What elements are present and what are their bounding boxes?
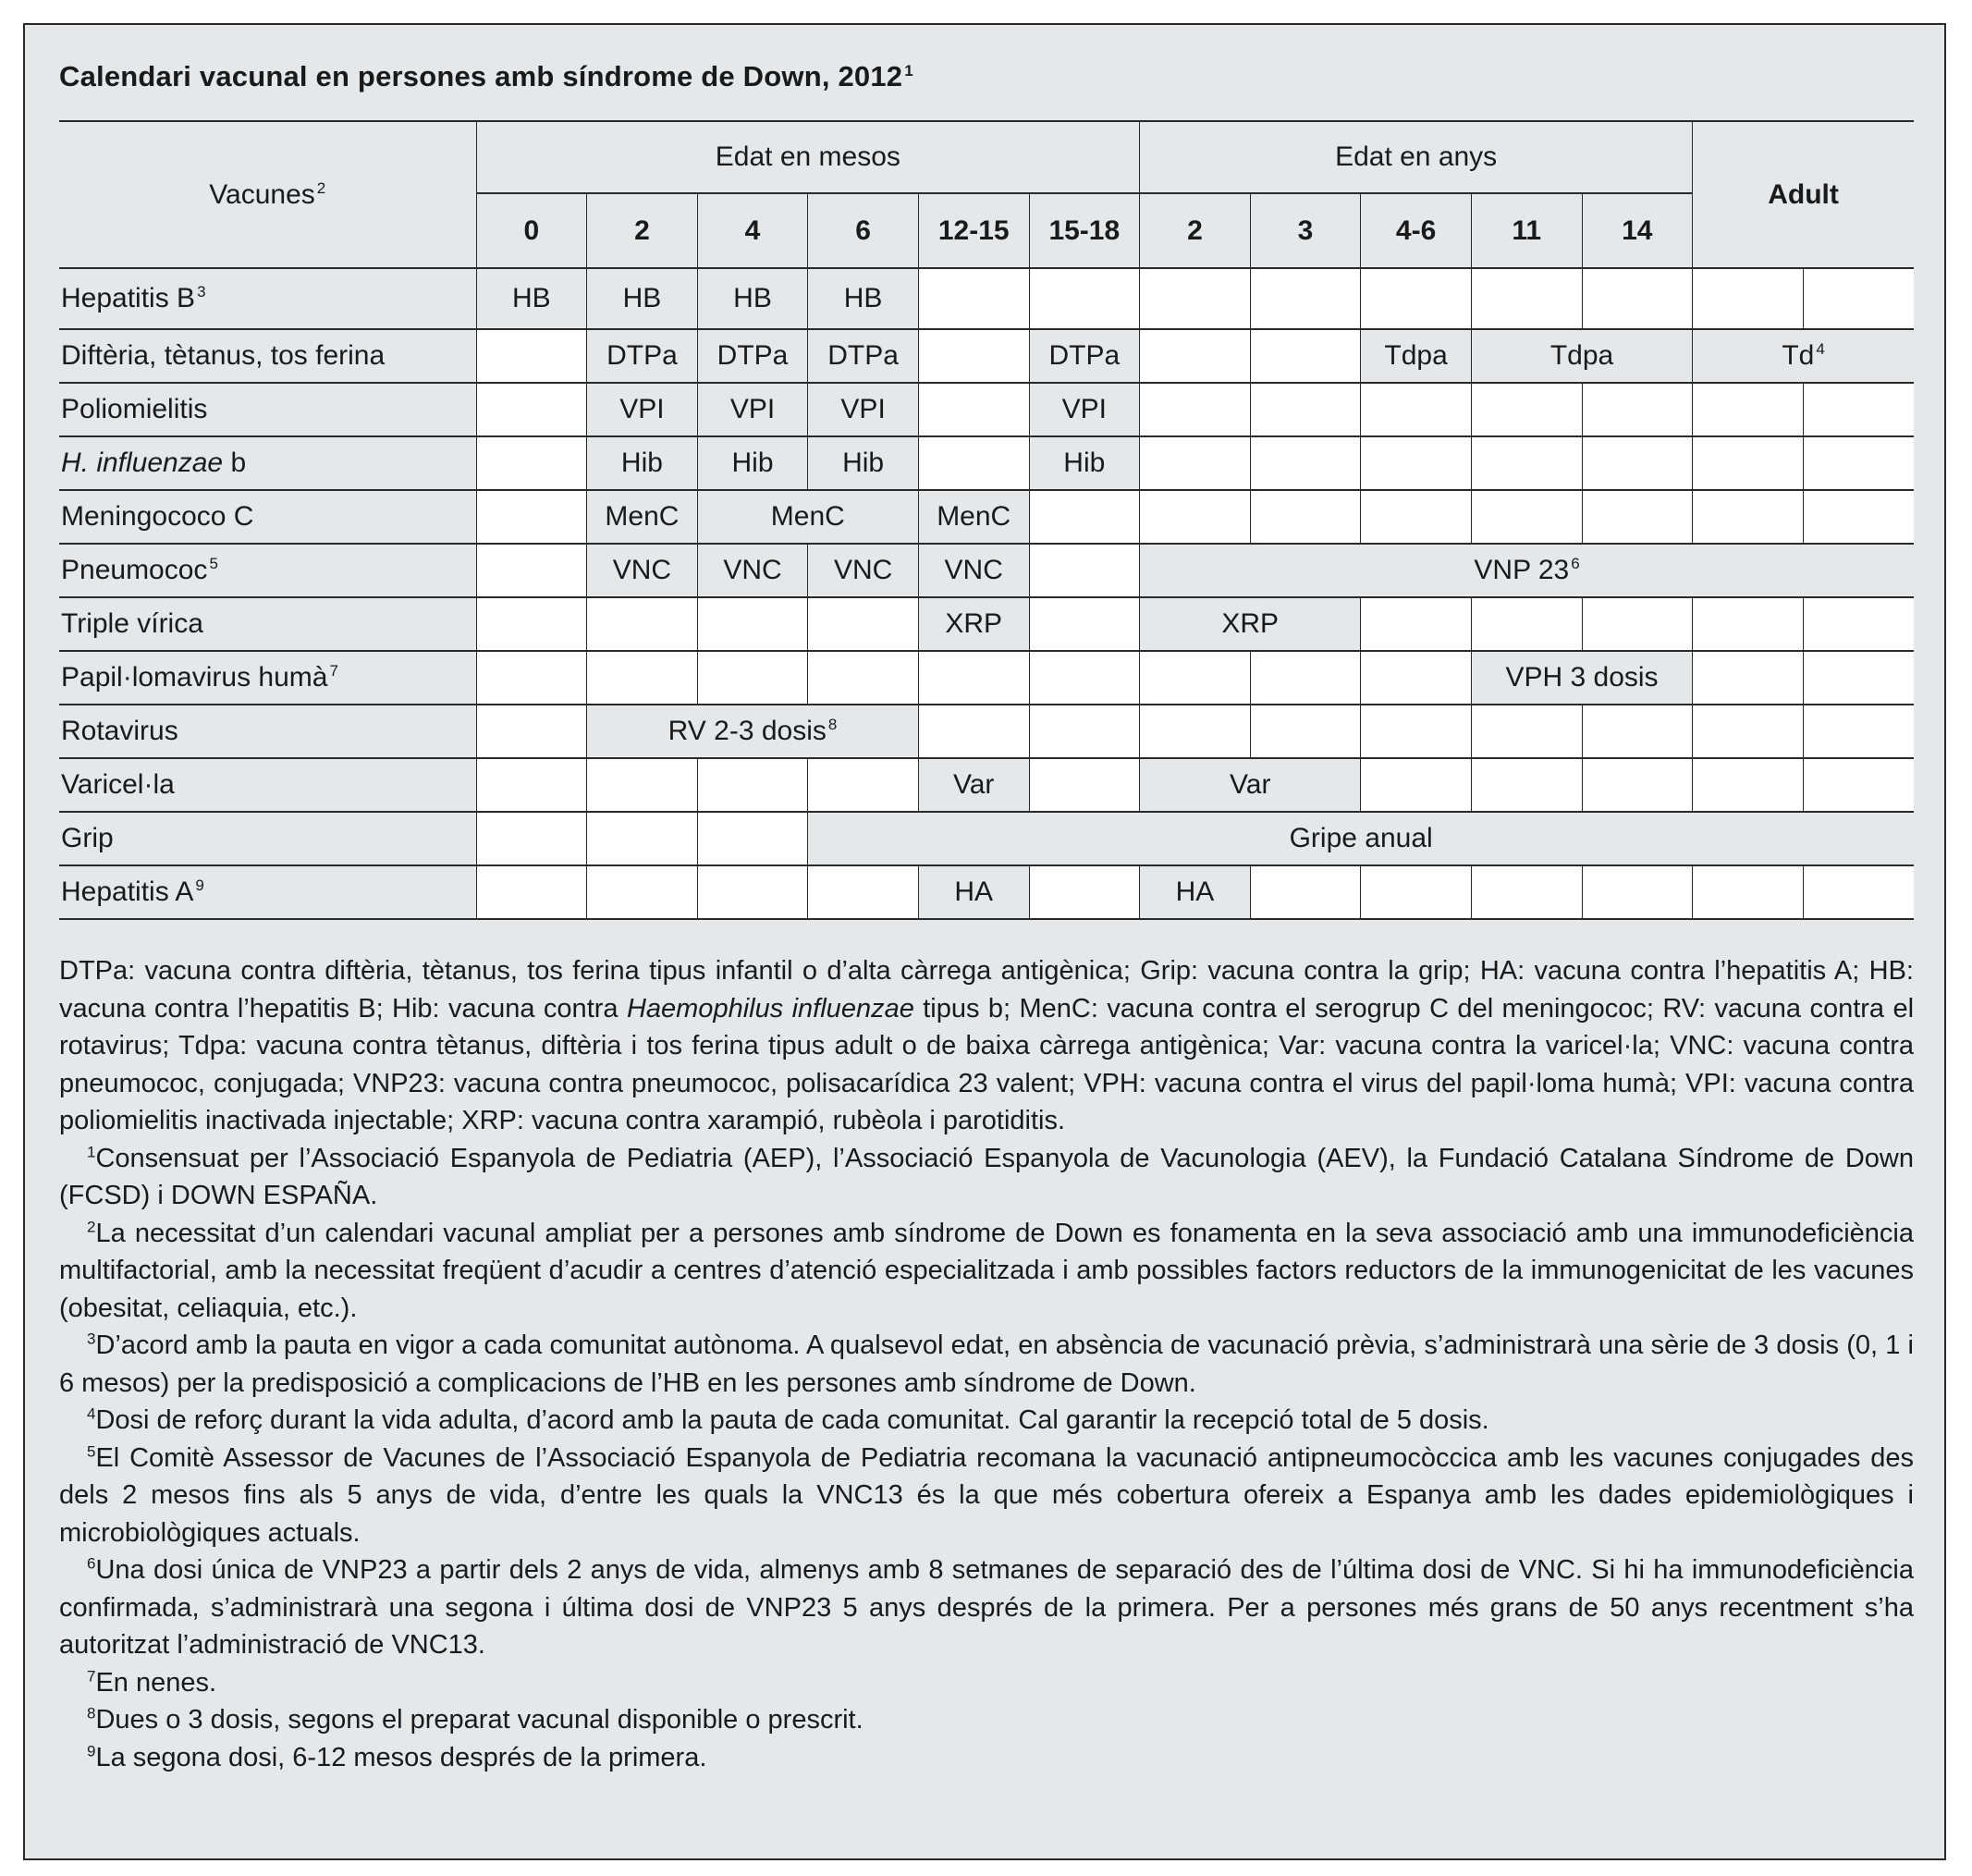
vaccines-label: Vacunes (209, 178, 315, 210)
abbreviations-italic: Haemophilus influenzae (626, 993, 914, 1024)
empty-cell (1140, 329, 1251, 383)
empty-cell (1582, 490, 1693, 544)
dose-cell (1471, 329, 1692, 383)
dose-cell (587, 436, 698, 490)
table-row (59, 651, 1914, 705)
vaccine-name (59, 597, 476, 651)
footnote-list (59, 1140, 1914, 1777)
empty-cell (587, 812, 698, 865)
footnote-number: 4 (87, 1404, 96, 1423)
empty-cell (1140, 268, 1251, 329)
dose-label: VNC (723, 555, 782, 585)
footnote-number: 5 (87, 1441, 96, 1460)
dose-label: VPI (619, 394, 665, 424)
dose-cell (697, 436, 808, 490)
vaccine-name-text: Poliomielitis (61, 394, 208, 424)
dose-cell (1140, 597, 1361, 651)
empty-cell (587, 865, 698, 919)
empty-cell (1250, 383, 1361, 436)
dose-label: HB (733, 283, 772, 313)
dose-cell (808, 544, 919, 597)
empty-cell (1250, 268, 1361, 329)
empty-cell (476, 865, 587, 919)
vaccine-name-text: Papil·lomavirus humà (61, 662, 328, 693)
empty-cell (1361, 436, 1472, 490)
dose-cell (587, 329, 698, 383)
footnote (59, 1140, 1914, 1215)
vaccine-name (59, 268, 476, 329)
empty-cell (1471, 436, 1582, 490)
dose-cell (587, 490, 698, 544)
empty-cell (1361, 597, 1472, 651)
empty-cell (1029, 490, 1140, 544)
vaccine-name-text: Pneumococ (61, 555, 208, 585)
year-col-header: 11 (1471, 193, 1582, 268)
empty-cell (1471, 597, 1582, 651)
footnote-text: La segona dosi, 6-12 mesos després de la primera. (95, 1742, 707, 1772)
empty-cell (1250, 865, 1361, 919)
dose-cell (808, 268, 919, 329)
abbreviations-text-cont: tipus b; MenC: vacuna contra el serogrup C del meningococ; RV: vacuna contra el rotavirus; Tdpa: vacuna contra tètanus, diftèria i tos ferina tipus adult o de baixa càrrega antigènica; Var: vacuna contra la varicel·la; VNC: vacuna contra pneumococ, conjugada; VNP23: vacuna contra pneumococ, polisacarídica 23 valent; VPH: vacuna contra el virus del papil·loma humà; VPI: vacuna contra poliomielitis inactivada injectable; XRP: vacuna contra xarampió, rubèola i parotiditis. (59, 993, 1915, 1135)
footnote-number: 3 (87, 1330, 96, 1348)
dose-cell (476, 268, 587, 329)
empty-cell (1693, 383, 1804, 436)
dose-cell (808, 812, 1914, 865)
vaccine-name-text: Diftèria, tètanus, tos ferina (61, 340, 386, 371)
dose-cell (918, 758, 1029, 812)
empty-cell (1582, 383, 1693, 436)
empty-cell (1029, 268, 1140, 329)
empty-cell (697, 651, 808, 705)
dose-cell (808, 383, 919, 436)
dose-label: Hib (1063, 448, 1106, 478)
empty-cell (476, 436, 587, 490)
footnote-ref: 7 (329, 662, 338, 680)
empty-cell (1250, 651, 1361, 705)
empty-cell (1029, 705, 1140, 758)
empty-cell (918, 329, 1029, 383)
dose-label: DTPa (1048, 340, 1121, 371)
table-row (59, 865, 1914, 919)
empty-cell (1140, 490, 1251, 544)
empty-cell (1803, 705, 1914, 758)
empty-cell (1029, 597, 1140, 651)
empty-cell (1471, 865, 1582, 919)
vaccine-name (59, 812, 476, 865)
dose-cell (1140, 544, 1914, 597)
dose-label: HA (1175, 877, 1215, 907)
title-footnote-ref: 1 (904, 61, 913, 80)
dose-cell (587, 383, 698, 436)
empty-cell (1140, 436, 1251, 490)
vaccine-name-text: Varicel·la (61, 769, 175, 800)
dose-label: VNC (833, 555, 893, 585)
vaccines-header (59, 121, 476, 268)
header-row-groups (59, 121, 1914, 193)
dose-cell (697, 544, 808, 597)
footnote (59, 1551, 1914, 1664)
dose-label: Td (1782, 340, 1815, 371)
empty-cell (1803, 383, 1914, 436)
empty-cell (1582, 758, 1693, 812)
dose-label: MenC (770, 501, 845, 532)
year-col-header: 3 (1250, 193, 1361, 268)
month-col-header: 15-18 (1029, 193, 1140, 268)
footnote (59, 1701, 1914, 1739)
empty-cell (1693, 865, 1804, 919)
footnote (59, 1327, 1914, 1402)
empty-cell (1582, 268, 1693, 329)
empty-cell (587, 758, 698, 812)
table-row (59, 329, 1914, 383)
empty-cell (476, 329, 587, 383)
dose-cell (1029, 383, 1140, 436)
dose-label: DTPa (717, 340, 789, 371)
empty-cell (1693, 705, 1804, 758)
footnote (59, 1402, 1914, 1440)
table-title (59, 60, 913, 93)
empty-cell (476, 758, 587, 812)
dose-label: Var (952, 769, 995, 800)
abbreviations-legend (59, 952, 1914, 1140)
empty-cell (918, 651, 1029, 705)
empty-cell (1582, 436, 1693, 490)
month-col-header: 6 (808, 193, 919, 268)
dose-label: VNC (944, 555, 1003, 585)
dose-label: VNC (612, 555, 672, 585)
empty-cell (1693, 651, 1804, 705)
dose-label: XRP (1221, 608, 1280, 639)
empty-cell (918, 436, 1029, 490)
footnote-number: 7 (87, 1666, 96, 1685)
month-col-header: 2 (587, 193, 698, 268)
dose-label: VPI (840, 394, 886, 424)
dose-cell (918, 490, 1029, 544)
vaccine-name (59, 865, 476, 919)
dose-cell (1140, 865, 1251, 919)
empty-cell (1803, 597, 1914, 651)
empty-cell (476, 705, 587, 758)
empty-cell (697, 758, 808, 812)
dose-label: Tdpa (1384, 340, 1448, 371)
year-col-header: 14 (1582, 193, 1693, 268)
empty-cell (476, 651, 587, 705)
empty-cell (1471, 758, 1582, 812)
footnote-ref: 5 (209, 555, 218, 572)
footnote-text: Dues o 3 dosis, segons el preparat vacunal disponible o prescrit. (95, 1705, 864, 1735)
dose-cell (918, 597, 1029, 651)
empty-cell (1140, 651, 1251, 705)
empty-cell (1693, 436, 1804, 490)
dose-label: HA (954, 877, 994, 907)
empty-cell (1361, 758, 1472, 812)
footnote-text: El Comitè Assessor de Vacunes de l’Associació Espanyola de Pediatria recomana la vacunació antipneumocòccica amb les vacunes conjugades des dels 2 mesos fins als 5 anys de vida, d’entre les quals la VNC13 és la que més cobertura ofereix a Espanya amb les dades epidemiològiques i microbiològiques actuals. (59, 1442, 1914, 1548)
empty-cell (1361, 383, 1472, 436)
empty-cell (1361, 865, 1472, 919)
footnote-ref: 8 (827, 716, 838, 733)
empty-cell (1803, 651, 1914, 705)
footnote-ref: 6 (1571, 555, 1580, 572)
table-row (59, 490, 1914, 544)
month-col-header: 4 (697, 193, 808, 268)
dose-label: RV 2-3 dosis (668, 716, 827, 746)
vaccine-name-text: Rotavirus (61, 716, 178, 746)
empty-cell (1803, 758, 1914, 812)
abbreviations-text: DTPa: vacuna contra diftèria, tètanus, tos ferina tipus infantil o d’alta càrrega antigènica; Grip: vacuna contra la grip; HA: vacuna contra l’hepatitis A; HB: vacuna contra l’hepatitis B; Hib: vacuna contra (59, 956, 1914, 1024)
empty-cell (476, 490, 587, 544)
empty-cell (1803, 268, 1914, 329)
vaccine-name (59, 651, 476, 705)
footnote (59, 1440, 1914, 1552)
vaccine-name (59, 544, 476, 597)
dose-label: Gripe anual (1289, 823, 1433, 853)
footnote-ref: 9 (195, 877, 204, 894)
vaccination-schedule-table (59, 120, 1914, 920)
empty-cell (1582, 597, 1693, 651)
vaccine-name-text: Meningococo C (61, 501, 254, 532)
empty-cell (587, 651, 698, 705)
empty-cell (1471, 268, 1582, 329)
vaccines-footnote-ref: 2 (316, 178, 326, 197)
dose-label: VPI (729, 394, 776, 424)
empty-cell (1361, 651, 1472, 705)
empty-cell (476, 597, 587, 651)
table-row (59, 812, 1914, 865)
empty-cell (1029, 865, 1140, 919)
dose-cell (1029, 436, 1140, 490)
dose-cell (587, 268, 698, 329)
dose-label: Hib (842, 448, 885, 478)
year-col-header: 4-6 (1361, 193, 1472, 268)
dose-label: HB (622, 283, 662, 313)
year-col-header: 2 (1140, 193, 1251, 268)
footnote-text: En nenes. (95, 1667, 217, 1698)
empty-cell (1693, 758, 1804, 812)
vaccine-name (59, 383, 476, 436)
empty-cell (1250, 329, 1361, 383)
vaccine-name (59, 436, 476, 490)
empty-cell (476, 544, 587, 597)
table-row (59, 544, 1914, 597)
dose-label: DTPa (606, 340, 678, 371)
empty-cell (1693, 490, 1804, 544)
table-row (59, 705, 1914, 758)
dose-label: HB (843, 283, 883, 313)
dose-label: MenC (937, 501, 1011, 532)
adult-header: Adult (1693, 121, 1914, 268)
footnote-number: 6 (87, 1554, 96, 1573)
years-group-header: Edat en anys (1140, 121, 1693, 193)
dose-label: Hib (731, 448, 774, 478)
vaccine-name-text: Triple vírica (61, 608, 203, 639)
dose-cell (808, 436, 919, 490)
vaccine-name-text: Grip (61, 823, 114, 853)
footnote-ref: 3 (197, 283, 206, 300)
table-row (59, 268, 1914, 329)
empty-cell (1803, 865, 1914, 919)
dose-cell (697, 329, 808, 383)
empty-cell (697, 812, 808, 865)
empty-cell (1471, 490, 1582, 544)
empty-cell (1471, 705, 1582, 758)
months-group-header: Edat en mesos (476, 121, 1140, 193)
footnote (59, 1664, 1914, 1702)
empty-cell (808, 865, 919, 919)
dose-label: VPH 3 dosis (1505, 662, 1659, 693)
footnote (59, 1215, 1914, 1328)
empty-cell (1582, 865, 1693, 919)
table-row (59, 383, 1914, 436)
empty-cell (1803, 436, 1914, 490)
empty-cell (1029, 758, 1140, 812)
empty-cell (1361, 490, 1472, 544)
empty-cell (1803, 490, 1914, 544)
empty-cell (1140, 705, 1251, 758)
footnote-text: La necessitat d’un calendari vacunal ampliat per a persones amb síndrome de Down es fonamenta en la seva associació amb una immunodeficiència multifactorial, amb la necessitat freqüent d’acudir a centres d’atenció especialitzada i amb possibles factors reductors de la immunogenicitat de les vacunes (obesitat, celiaquia, etc.). (59, 1218, 1914, 1323)
dose-cell (1471, 651, 1692, 705)
footnote-number: 1 (87, 1142, 96, 1160)
footnote (59, 1739, 1914, 1777)
footnote-ref: 4 (1816, 340, 1825, 358)
dose-cell (697, 268, 808, 329)
table-row (59, 758, 1914, 812)
footnote-number: 2 (87, 1217, 96, 1235)
footnote-text: Dosi de reforç durant la vida adulta, d’acord amb la pauta de cada comunitat. Cal garantir la recepció total de 5 dosis. (95, 1405, 1489, 1435)
footnote-text: D’acord amb la pauta en vigor a cada comunitat autònoma. A qualsevol edat, en absència de vacunació prèvia, s’administrarà una sèrie de 3 dosis (0, 1 i 6 mesos) per la predisposició a complicacions de l’HB en les persones amb síndrome de Down. (59, 1330, 1914, 1398)
dose-cell (918, 544, 1029, 597)
empty-cell (587, 597, 698, 651)
dose-label: HB (511, 283, 551, 313)
footnote-text: Una dosi única de VNP23 a partir dels 2 anys de vida, almenys amb 8 setmanes de separació des de l’última dosi de VNC. Si hi ha immunodeficiència confirmada, s’administrarà una segona i última dosi de VNP23 5 anys després de la primera. Per a persones més grans de 50 anys recentment s’ha autoritzat l’administració de VNC13. (59, 1555, 1914, 1660)
empty-cell (1693, 597, 1804, 651)
footnote-number: 8 (87, 1704, 96, 1723)
empty-cell (476, 383, 587, 436)
vaccine-name-italic: H. influenzae (61, 448, 224, 478)
vaccine-name (59, 758, 476, 812)
vaccine-name-text: Hepatitis B (61, 283, 196, 313)
empty-cell (808, 758, 919, 812)
table-notes (59, 952, 1914, 1776)
month-col-header: 12-15 (918, 193, 1029, 268)
dose-label: Hib (620, 448, 663, 478)
dose-cell (697, 490, 918, 544)
dose-cell (587, 705, 919, 758)
vaccine-name (59, 705, 476, 758)
empty-cell (697, 865, 808, 919)
dose-label: MenC (605, 501, 680, 532)
empty-cell (1250, 490, 1361, 544)
dose-label: Var (1229, 769, 1271, 800)
empty-cell (1140, 383, 1251, 436)
empty-cell (808, 597, 919, 651)
dose-cell (808, 329, 919, 383)
empty-cell (1250, 705, 1361, 758)
dose-cell (1361, 329, 1472, 383)
dose-cell (587, 544, 698, 597)
month-col-header: 0 (476, 193, 587, 268)
empty-cell (918, 268, 1029, 329)
footnote-number: 9 (87, 1741, 96, 1760)
empty-cell (697, 597, 808, 651)
table-row (59, 597, 1914, 651)
dose-cell (1029, 329, 1140, 383)
empty-cell (1029, 651, 1140, 705)
vaccination-calendar-panel (23, 23, 1946, 1860)
vaccine-name-text: Hepatitis A (61, 877, 194, 907)
title-text: Calendari vacunal en persones amb síndrome de Down, 2012 (59, 60, 903, 92)
vaccine-name-text: b (223, 448, 247, 478)
dose-cell (918, 865, 1029, 919)
vaccine-name (59, 490, 476, 544)
empty-cell (476, 812, 587, 865)
empty-cell (918, 705, 1029, 758)
empty-cell (1471, 383, 1582, 436)
empty-cell (1029, 544, 1140, 597)
empty-cell (1693, 268, 1804, 329)
dose-cell (1140, 758, 1361, 812)
empty-cell (1582, 705, 1693, 758)
dose-label: VPI (1061, 394, 1107, 424)
dose-label: XRP (945, 608, 1003, 639)
table-row (59, 436, 1914, 490)
dose-label: VNP 23 (1474, 555, 1570, 585)
dose-label: DTPa (827, 340, 899, 371)
dose-label: Tdpa (1549, 340, 1614, 371)
dose-cell (1693, 329, 1914, 383)
footnote-text: Consensuat per l’Associació Espanyola de Pediatria (AEP), l’Associació Espanyola de Vacunologia (AEV), la Fundació Catalana Síndrome de Down (FCSD) i DOWN ESPAÑA. (59, 1143, 1914, 1210)
empty-cell (808, 651, 919, 705)
vaccine-name (59, 329, 476, 383)
dose-cell (697, 383, 808, 436)
empty-cell (1361, 268, 1472, 329)
empty-cell (918, 383, 1029, 436)
empty-cell (1250, 436, 1361, 490)
empty-cell (1361, 705, 1472, 758)
